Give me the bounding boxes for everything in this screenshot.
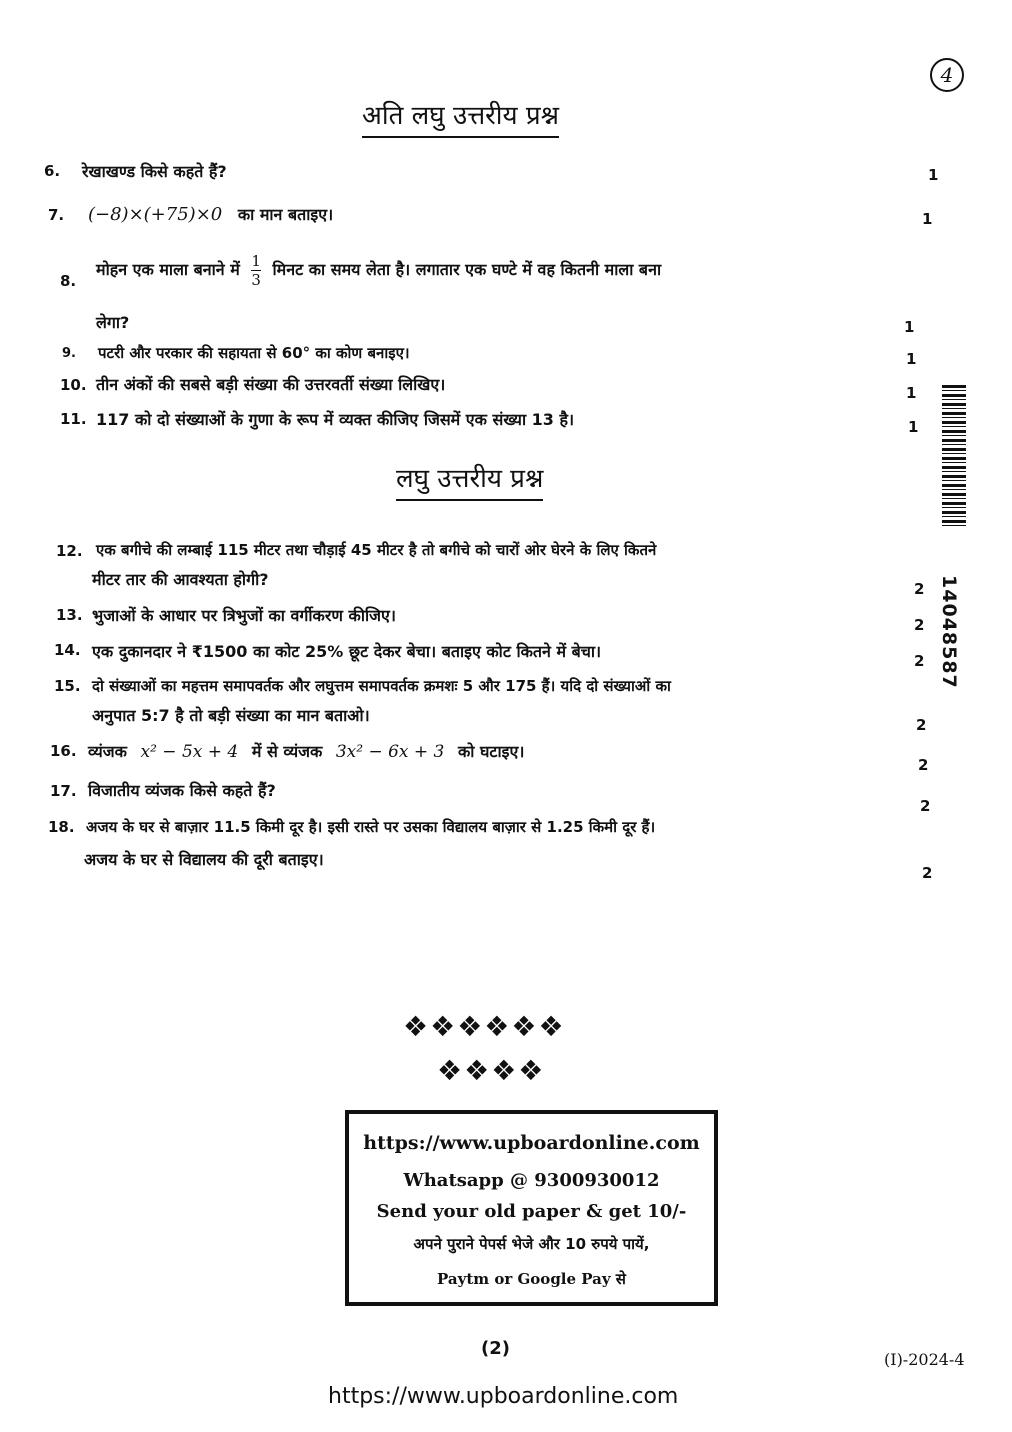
question-marks: 2 — [914, 652, 925, 670]
page-number: (2) — [481, 1338, 510, 1359]
question-number: 7. — [48, 206, 65, 224]
question-number: 13. — [56, 606, 83, 624]
question-text: दो संख्याओं का महत्तम समापवर्तक और लघुत्तम समापवर्तक क्रमशः 5 और 175 हैं। यदि दो संख्याओं का — [92, 677, 671, 695]
question-number: 14. — [54, 641, 81, 659]
question-number: 17. — [50, 782, 77, 800]
vertical-code: 14048587 — [938, 575, 960, 689]
question-number: 15. — [54, 677, 81, 695]
question-text-continued: लेगा? — [96, 313, 130, 332]
paper-code: (I)-2024-4 — [884, 1350, 965, 1369]
question-number: 10. — [60, 376, 87, 394]
question-text-continued: मीटर तार की आवश्यता होगी? — [92, 570, 269, 589]
question-text: अजय के घर से बाज़ार 11.5 किमी दूर है। इसी रास्ते पर उसका विद्यालय बाज़ार से 1.25 किमी दूर हैं। — [86, 818, 656, 836]
fraction-one-third: $\frac{1}{3}$ — [251, 252, 261, 289]
question-text: मोहन एक माला बनाने में $\frac{1}{3}$ मिनट का समय लेता है। लगातार एक घण्टे में वह कितनी माला बना — [96, 252, 662, 289]
question-text: एक दुकानदार ने ₹1500 का कोट 25% छूट देकर बेचा। बताइए कोट कितने में बेचा। — [92, 642, 602, 661]
question-text: एक बगीचे की लम्बाई 115 मीटर तथा चौड़ाई 45 मीटर है तो बगीचे को चारों ओर घेरने के लिए कितने — [96, 541, 657, 559]
question-text-continued: अजय के घर से विद्यालय की दूरी बताइए। — [84, 850, 324, 869]
question-text: (−8)×(+75)×0 का मान बताइए। — [88, 204, 334, 225]
question-number: 16. — [50, 742, 77, 760]
question-text: विजातीय व्यंजक किसे कहते हैं? — [88, 781, 276, 800]
section-title-short: लघु उत्तरीय प्रश्न — [396, 459, 543, 501]
question-marks: 1 — [922, 210, 933, 228]
ornament-row-2: ❖❖❖❖ — [437, 1054, 546, 1087]
question-marks: 1 — [906, 384, 917, 402]
promo-offer: Send your old paper & get 10/- — [376, 1201, 687, 1222]
question-marks: 2 — [922, 864, 933, 882]
section-title-very-short: अति लघु उत्तरीय प्रश्न — [362, 96, 559, 138]
question-text: रेखाखण्ड किसे कहते हैं? — [82, 162, 227, 181]
question-text: 117 को दो संख्याओं के गुणा के रूप में व्यक्त कीजिए जिसमें एक संख्या 13 है। — [96, 410, 575, 429]
question-marks: 1 — [908, 418, 919, 436]
question-number: 8. — [60, 272, 77, 290]
promo-pay: Paytm or Google Pay से — [437, 1270, 626, 1288]
footer-url[interactable]: https://www.upboardonline.com — [328, 1384, 679, 1409]
question-text: पटरी और परकार की सहायता से 60° का कोण बनाइए। — [98, 344, 410, 362]
promo-box — [345, 1110, 718, 1306]
math-expression: (−8)×(+75)×0 — [88, 204, 223, 225]
question-number: 11. — [60, 410, 87, 428]
question-marks: 2 — [920, 797, 931, 815]
question-marks: 2 — [918, 756, 929, 774]
question-marks: 2 — [914, 616, 925, 634]
question-text-continued: अनुपात 5:7 है तो बड़ी संख्या का मान बताओ। — [92, 706, 370, 725]
question-text: तीन अंकों की सबसे बड़ी संख्या की उत्तरवर्ती संख्या लिखिए। — [96, 375, 446, 394]
question-marks: 2 — [916, 716, 927, 734]
math-expression: 3x² − 6x + 3 — [335, 742, 445, 762]
promo-url: https://www.upboardonline.com — [363, 1132, 700, 1154]
promo-hindi: अपने पुराने पेपर्स भेजे और 10 रुपये पायें, — [413, 1235, 650, 1253]
question-number: 18. — [48, 818, 75, 836]
question-number: 9. — [62, 346, 76, 361]
barcode — [942, 385, 966, 527]
question-text: भुजाओं के आधार पर त्रिभुजों का वर्गीकरण कीजिए। — [92, 606, 396, 625]
question-marks: 2 — [914, 580, 925, 598]
page-circle-number: 4 — [930, 58, 964, 92]
question-number: 6. — [44, 162, 61, 180]
promo-whatsapp: Whatsapp @ 9300930012 — [403, 1170, 660, 1191]
question-number: 12. — [56, 542, 83, 560]
question-marks: 1 — [928, 166, 939, 184]
question-marks: 1 — [906, 350, 917, 368]
question-marks: 1 — [904, 318, 915, 336]
question-text: व्यंजक x² − 5x + 4 में से व्यंजक 3x² − 6x + 3 को घटाइए। — [88, 742, 525, 762]
math-expression: x² − 5x + 4 — [140, 742, 239, 762]
ornament-row-1: ❖❖❖❖❖❖ — [403, 1010, 566, 1043]
